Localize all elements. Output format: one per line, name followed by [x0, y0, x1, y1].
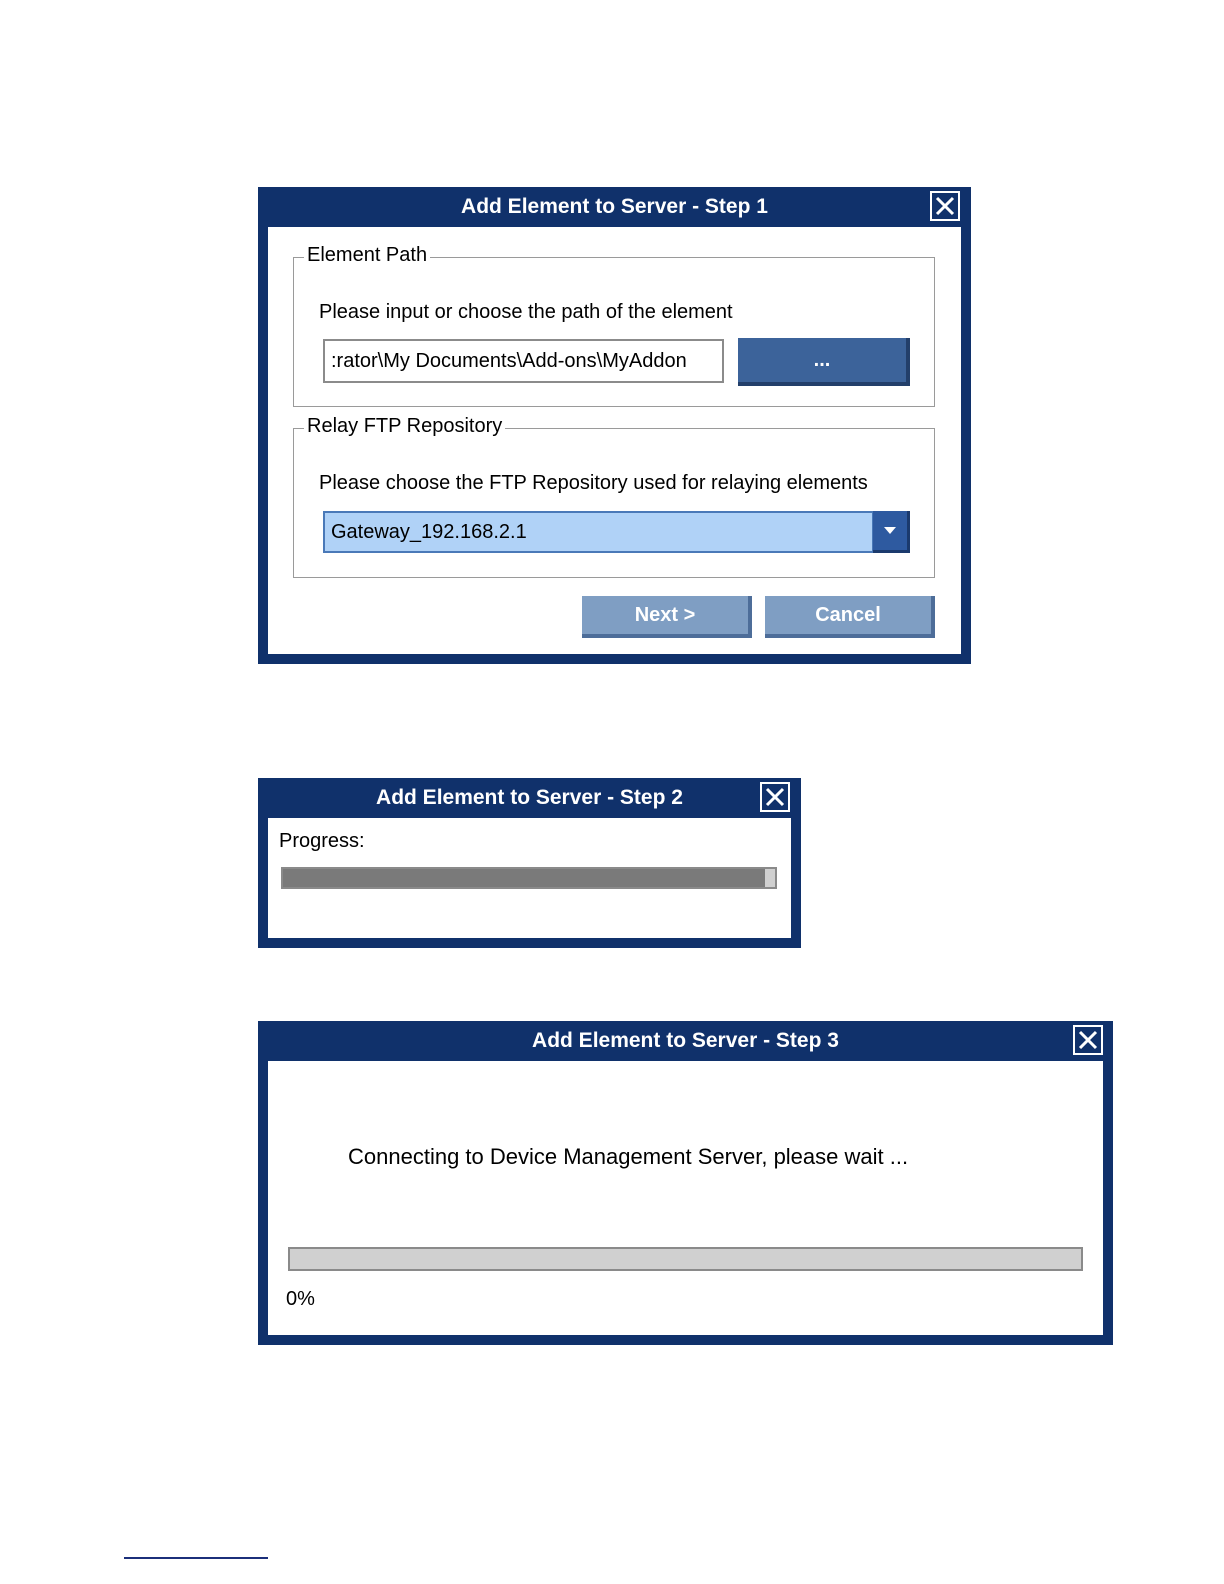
dropdown-arrow-icon[interactable] [873, 511, 910, 553]
path-prompt: Please input or choose the path of the element [319, 301, 733, 323]
browse-button[interactable]: ... [738, 338, 910, 386]
step2-progress-fill [283, 869, 765, 887]
step3-dialog [258, 1021, 1113, 1345]
close-icon[interactable] [760, 782, 790, 812]
cancel-button[interactable]: Cancel [765, 596, 935, 638]
next-button[interactable]: Next > [582, 596, 752, 638]
step3-body [268, 1061, 1103, 1335]
relay-ftp-group [293, 415, 935, 578]
close-icon[interactable] [930, 191, 960, 221]
ftp-repository-select[interactable]: Gateway_192.168.2.1 [323, 511, 874, 553]
relay-ftp-legend: Relay FTP Repository [304, 415, 505, 438]
step2-progress-bar [281, 867, 777, 889]
progress-percent: 0% [286, 1288, 315, 1310]
close-icon[interactable] [1073, 1025, 1103, 1055]
step1-body [268, 227, 961, 654]
step2-body [268, 818, 791, 938]
step1-dialog [258, 187, 971, 664]
step2-title: Add Element to Server - Step 2 [376, 786, 683, 809]
footnote-rule [124, 1557, 268, 1559]
relay-prompt: Please choose the FTP Repository used for relaying elements [319, 472, 868, 494]
element-path-input[interactable]: :rator\My Documents\Add-ons\MyAddon [323, 339, 724, 383]
step1-title: Add Element to Server - Step 1 [461, 195, 768, 218]
step3-progress-bar [288, 1247, 1083, 1271]
element-path-group [293, 244, 935, 407]
connecting-message: Connecting to Device Management Server, please wait ... [348, 1144, 909, 1169]
step2-dialog [258, 778, 801, 948]
progress-label: Progress: [279, 830, 365, 852]
element-path-legend: Element Path [304, 244, 430, 267]
step3-title: Add Element to Server - Step 3 [532, 1029, 839, 1052]
